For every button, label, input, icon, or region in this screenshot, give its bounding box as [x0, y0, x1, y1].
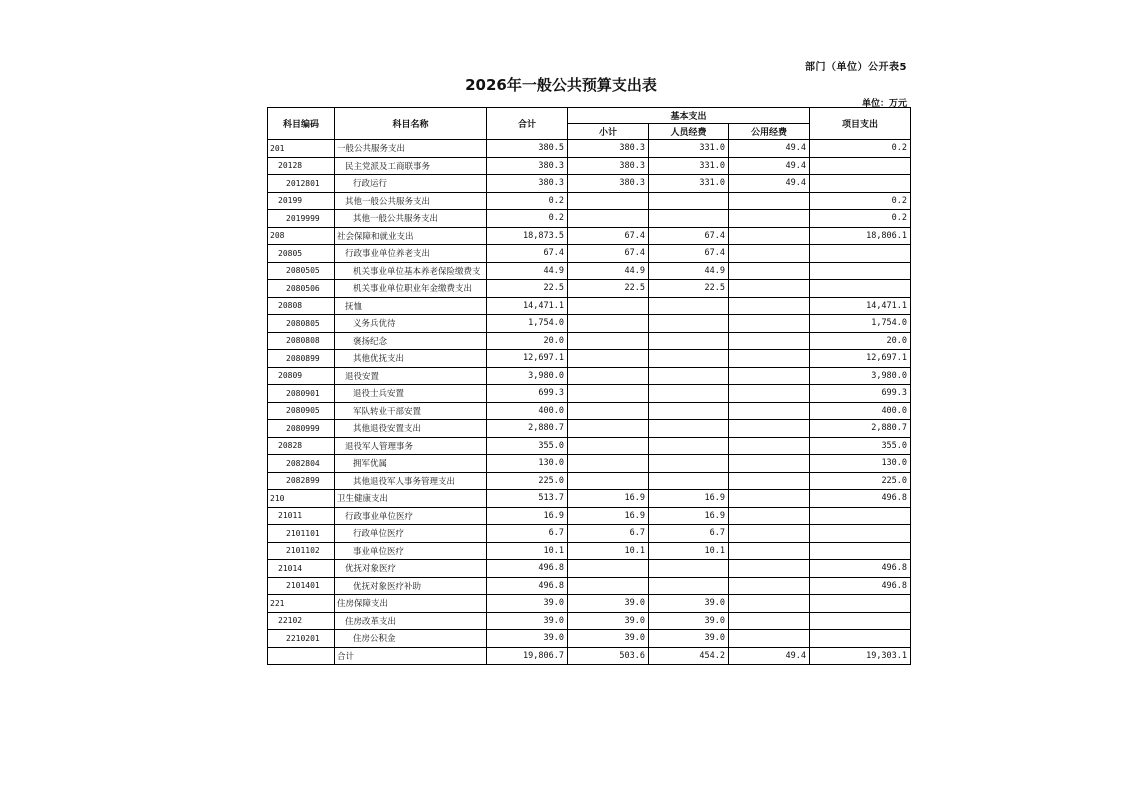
cell-project — [810, 245, 911, 263]
cell-total: 12,697.1 — [487, 350, 568, 368]
cell-project: 355.0 — [810, 437, 911, 455]
cell-subtotal: 10.1 — [568, 542, 649, 560]
cell-personnel — [649, 455, 729, 473]
cell-project: 12,697.1 — [810, 350, 911, 368]
cell-code: 20808 — [268, 297, 335, 315]
cell-personnel — [649, 192, 729, 210]
cell-total: 2,880.7 — [487, 420, 568, 438]
cell-personnel — [649, 315, 729, 333]
header-basic: 基本支出 — [568, 108, 810, 124]
table-row — [268, 332, 911, 350]
cell-total: 39.0 — [487, 612, 568, 630]
cell-code: 2080899 — [268, 350, 335, 368]
cell-public — [729, 490, 810, 508]
cell-project: 1,754.0 — [810, 315, 911, 333]
table-row — [268, 542, 911, 560]
cell-public — [729, 472, 810, 490]
cell-project: 225.0 — [810, 472, 911, 490]
cell-project: 14,471.1 — [810, 297, 911, 315]
cell-personnel: 44.9 — [649, 262, 729, 280]
cell-public — [729, 577, 810, 595]
cell-total: 496.8 — [487, 577, 568, 595]
cell-code: 20128 — [268, 157, 335, 175]
cell-total: 19,806.7 — [487, 647, 568, 665]
cell-name: 优抚对象医疗补助 — [335, 577, 487, 595]
cell-total: 380.3 — [487, 175, 568, 193]
cell-public — [729, 315, 810, 333]
cell-subtotal — [568, 367, 649, 385]
cell-name: 军队转业干部安置 — [335, 402, 487, 420]
cell-public — [729, 560, 810, 578]
cell-personnel — [649, 472, 729, 490]
cell-subtotal — [568, 192, 649, 210]
cell-name: 机关事业单位基本养老保险缴费支 — [335, 262, 487, 280]
cell-code: 2101101 — [268, 525, 335, 543]
cell-name: 住房公积金 — [335, 630, 487, 648]
table-row — [268, 472, 911, 490]
cell-code: 2082899 — [268, 472, 335, 490]
cell-project: 400.0 — [810, 402, 911, 420]
cell-code — [268, 647, 335, 665]
table-row — [268, 280, 911, 298]
table-row — [268, 525, 911, 543]
cell-personnel — [649, 437, 729, 455]
cell-public — [729, 542, 810, 560]
cell-total: 10.1 — [487, 542, 568, 560]
cell-total: 380.5 — [487, 140, 568, 158]
cell-name: 机关事业单位职业年金缴费支出 — [335, 280, 487, 298]
table-row — [268, 577, 911, 595]
table-row — [268, 595, 911, 613]
cell-project — [810, 280, 911, 298]
cell-project — [810, 542, 911, 560]
cell-subtotal: 380.3 — [568, 157, 649, 175]
cell-subtotal: 16.9 — [568, 490, 649, 508]
cell-project: 0.2 — [810, 140, 911, 158]
cell-name: 义务兵优待 — [335, 315, 487, 333]
cell-code: 208 — [268, 227, 335, 245]
cell-total: 18,873.5 — [487, 227, 568, 245]
cell-personnel: 16.9 — [649, 490, 729, 508]
cell-personnel — [649, 577, 729, 595]
header-name: 科目名称 — [335, 108, 487, 140]
cell-code: 20199 — [268, 192, 335, 210]
cell-project: 0.2 — [810, 192, 911, 210]
cell-name: 住房保障支出 — [335, 595, 487, 613]
cell-subtotal — [568, 385, 649, 403]
table-row — [268, 157, 911, 175]
cell-subtotal — [568, 472, 649, 490]
cell-code: 2080901 — [268, 385, 335, 403]
table-row — [268, 455, 911, 473]
page-title: 2026年一般公共预算支出表 — [465, 76, 657, 94]
cell-code: 2080905 — [268, 402, 335, 420]
table-row — [268, 210, 911, 228]
cell-total: 0.2 — [487, 192, 568, 210]
header-project: 项目支出 — [810, 108, 911, 140]
cell-name: 事业单位医疗 — [335, 542, 487, 560]
cell-name: 其他一般公共服务支出 — [335, 192, 487, 210]
cell-public — [729, 297, 810, 315]
cell-subtotal: 39.0 — [568, 612, 649, 630]
cell-name: 优抚对象医疗 — [335, 560, 487, 578]
cell-name: 社会保障和就业支出 — [335, 227, 487, 245]
cell-public — [729, 280, 810, 298]
cell-personnel: 331.0 — [649, 157, 729, 175]
cell-project — [810, 595, 911, 613]
cell-public — [729, 350, 810, 368]
cell-total: 1,754.0 — [487, 315, 568, 333]
table-row — [268, 437, 911, 455]
cell-subtotal: 380.3 — [568, 140, 649, 158]
cell-subtotal: 39.0 — [568, 630, 649, 648]
cell-public — [729, 455, 810, 473]
cell-name: 卫生健康支出 — [335, 490, 487, 508]
header-total: 合计 — [487, 108, 568, 140]
cell-subtotal: 503.6 — [568, 647, 649, 665]
cell-code: 2101102 — [268, 542, 335, 560]
table-row — [268, 647, 911, 665]
cell-project — [810, 525, 911, 543]
header-code: 科目编码 — [268, 108, 335, 140]
cell-name: 行政单位医疗 — [335, 525, 487, 543]
cell-subtotal — [568, 402, 649, 420]
header-personnel: 人员经费 — [649, 124, 729, 140]
cell-total: 39.0 — [487, 595, 568, 613]
cell-code: 2080999 — [268, 420, 335, 438]
cell-public: 49.4 — [729, 175, 810, 193]
cell-code: 21011 — [268, 507, 335, 525]
cell-public — [729, 210, 810, 228]
cell-name: 其他退役军人事务管理支出 — [335, 472, 487, 490]
cell-personnel — [649, 420, 729, 438]
cell-total: 380.3 — [487, 157, 568, 175]
cell-code: 2080805 — [268, 315, 335, 333]
table-row — [268, 175, 911, 193]
cell-public — [729, 332, 810, 350]
table-row — [268, 507, 911, 525]
cell-code: 221 — [268, 595, 335, 613]
cell-total: 130.0 — [487, 455, 568, 473]
cell-subtotal: 380.3 — [568, 175, 649, 193]
cell-personnel: 6.7 — [649, 525, 729, 543]
table-row — [268, 245, 911, 263]
cell-project: 2,880.7 — [810, 420, 911, 438]
table-row — [268, 192, 911, 210]
cell-name: 行政事业单位医疗 — [335, 507, 487, 525]
cell-public: 49.4 — [729, 157, 810, 175]
cell-name: 抚恤 — [335, 297, 487, 315]
cell-personnel — [649, 385, 729, 403]
cell-code: 2101401 — [268, 577, 335, 595]
cell-personnel: 39.0 — [649, 595, 729, 613]
cell-public — [729, 192, 810, 210]
cell-code: 2082804 — [268, 455, 335, 473]
cell-public — [729, 245, 810, 263]
cell-project — [810, 262, 911, 280]
cell-personnel: 16.9 — [649, 507, 729, 525]
cell-subtotal — [568, 332, 649, 350]
cell-total: 6.7 — [487, 525, 568, 543]
cell-personnel — [649, 367, 729, 385]
cell-project: 130.0 — [810, 455, 911, 473]
cell-total: 67.4 — [487, 245, 568, 263]
cell-personnel: 67.4 — [649, 245, 729, 263]
cell-name: 行政运行 — [335, 175, 487, 193]
cell-name: 其他优抚支出 — [335, 350, 487, 368]
table-row — [268, 612, 911, 630]
cell-total: 225.0 — [487, 472, 568, 490]
cell-subtotal — [568, 350, 649, 368]
cell-personnel: 22.5 — [649, 280, 729, 298]
cell-public — [729, 227, 810, 245]
cell-code: 2080808 — [268, 332, 335, 350]
cell-personnel: 331.0 — [649, 175, 729, 193]
cell-name: 退役军人管理事务 — [335, 437, 487, 455]
table-row — [268, 350, 911, 368]
cell-subtotal — [568, 437, 649, 455]
cell-total: 513.7 — [487, 490, 568, 508]
cell-public — [729, 630, 810, 648]
cell-personnel — [649, 210, 729, 228]
cell-name: 民主党派及工商联事务 — [335, 157, 487, 175]
cell-name: 褒扬纪念 — [335, 332, 487, 350]
header-subtotal: 小计 — [568, 124, 649, 140]
cell-personnel: 10.1 — [649, 542, 729, 560]
budget-table — [267, 107, 911, 665]
cell-project: 0.2 — [810, 210, 911, 228]
cell-name: 其他一般公共服务支出 — [335, 210, 487, 228]
cell-personnel — [649, 560, 729, 578]
cell-total: 699.3 — [487, 385, 568, 403]
cell-project — [810, 157, 911, 175]
cell-project: 3,980.0 — [810, 367, 911, 385]
cell-public — [729, 525, 810, 543]
table-row — [268, 140, 911, 158]
cell-total: 20.0 — [487, 332, 568, 350]
cell-public: 49.4 — [729, 140, 810, 158]
cell-name: 一般公共服务支出 — [335, 140, 487, 158]
cell-subtotal: 6.7 — [568, 525, 649, 543]
unit-label: 单位：万元 — [861, 99, 907, 109]
cell-name: 住房改革支出 — [335, 612, 487, 630]
cell-total: 39.0 — [487, 630, 568, 648]
table-row — [268, 385, 911, 403]
cell-code: 20828 — [268, 437, 335, 455]
cell-project: 18,806.1 — [810, 227, 911, 245]
cell-code: 201 — [268, 140, 335, 158]
cell-subtotal — [568, 297, 649, 315]
cell-project: 496.8 — [810, 490, 911, 508]
cell-code: 21014 — [268, 560, 335, 578]
cell-subtotal — [568, 315, 649, 333]
cell-name: 合计 — [335, 647, 487, 665]
cell-total: 14,471.1 — [487, 297, 568, 315]
cell-name: 其他退役安置支出 — [335, 420, 487, 438]
cell-personnel: 39.0 — [649, 612, 729, 630]
cell-name: 退役士兵安置 — [335, 385, 487, 403]
cell-personnel: 39.0 — [649, 630, 729, 648]
cell-public — [729, 507, 810, 525]
cell-personnel — [649, 402, 729, 420]
cell-public — [729, 612, 810, 630]
cell-project — [810, 175, 911, 193]
table-row — [268, 490, 911, 508]
cell-code: 210 — [268, 490, 335, 508]
cell-public — [729, 437, 810, 455]
cell-code: 2019999 — [268, 210, 335, 228]
cell-subtotal — [568, 210, 649, 228]
cell-public — [729, 402, 810, 420]
cell-code: 22102 — [268, 612, 335, 630]
table-row — [268, 297, 911, 315]
cell-subtotal: 39.0 — [568, 595, 649, 613]
table-row — [268, 420, 911, 438]
cell-total: 44.9 — [487, 262, 568, 280]
cell-code: 20809 — [268, 367, 335, 385]
cell-personnel — [649, 332, 729, 350]
table-row — [268, 262, 911, 280]
header-public: 公用经费 — [729, 124, 810, 140]
cell-public — [729, 595, 810, 613]
cell-personnel: 67.4 — [649, 227, 729, 245]
cell-project — [810, 630, 911, 648]
cell-subtotal — [568, 455, 649, 473]
cell-project — [810, 507, 911, 525]
cell-public — [729, 262, 810, 280]
table-body — [268, 140, 911, 665]
cell-public — [729, 385, 810, 403]
cell-public — [729, 420, 810, 438]
cell-project: 20.0 — [810, 332, 911, 350]
cell-subtotal: 22.5 — [568, 280, 649, 298]
cell-total: 0.2 — [487, 210, 568, 228]
cell-personnel — [649, 350, 729, 368]
table-row — [268, 315, 911, 333]
cell-code: 2080505 — [268, 262, 335, 280]
cell-total: 3,980.0 — [487, 367, 568, 385]
cell-project: 496.8 — [810, 560, 911, 578]
cell-code: 2012801 — [268, 175, 335, 193]
cell-code: 20805 — [268, 245, 335, 263]
cell-personnel: 331.0 — [649, 140, 729, 158]
cell-public: 49.4 — [729, 647, 810, 665]
cell-project — [810, 612, 911, 630]
cell-code: 2210201 — [268, 630, 335, 648]
cell-project: 496.8 — [810, 577, 911, 595]
cell-total: 16.9 — [487, 507, 568, 525]
cell-total: 355.0 — [487, 437, 568, 455]
cell-personnel — [649, 297, 729, 315]
cell-subtotal: 44.9 — [568, 262, 649, 280]
table-row — [268, 560, 911, 578]
table-row — [268, 630, 911, 648]
cell-name: 退役安置 — [335, 367, 487, 385]
cell-subtotal: 67.4 — [568, 245, 649, 263]
cell-subtotal: 16.9 — [568, 507, 649, 525]
cell-name: 行政事业单位养老支出 — [335, 245, 487, 263]
cell-subtotal — [568, 560, 649, 578]
cell-public — [729, 367, 810, 385]
cell-total: 22.5 — [487, 280, 568, 298]
cell-personnel: 454.2 — [649, 647, 729, 665]
page-tag: 部门（单位）公开表5 — [805, 62, 907, 73]
cell-subtotal — [568, 577, 649, 595]
cell-subtotal: 67.4 — [568, 227, 649, 245]
cell-total: 496.8 — [487, 560, 568, 578]
table-row — [268, 402, 911, 420]
cell-total: 400.0 — [487, 402, 568, 420]
cell-name: 拥军优属 — [335, 455, 487, 473]
table-row — [268, 367, 911, 385]
cell-project: 19,303.1 — [810, 647, 911, 665]
table-row — [268, 227, 911, 245]
cell-code: 2080506 — [268, 280, 335, 298]
cell-project: 699.3 — [810, 385, 911, 403]
cell-subtotal — [568, 420, 649, 438]
